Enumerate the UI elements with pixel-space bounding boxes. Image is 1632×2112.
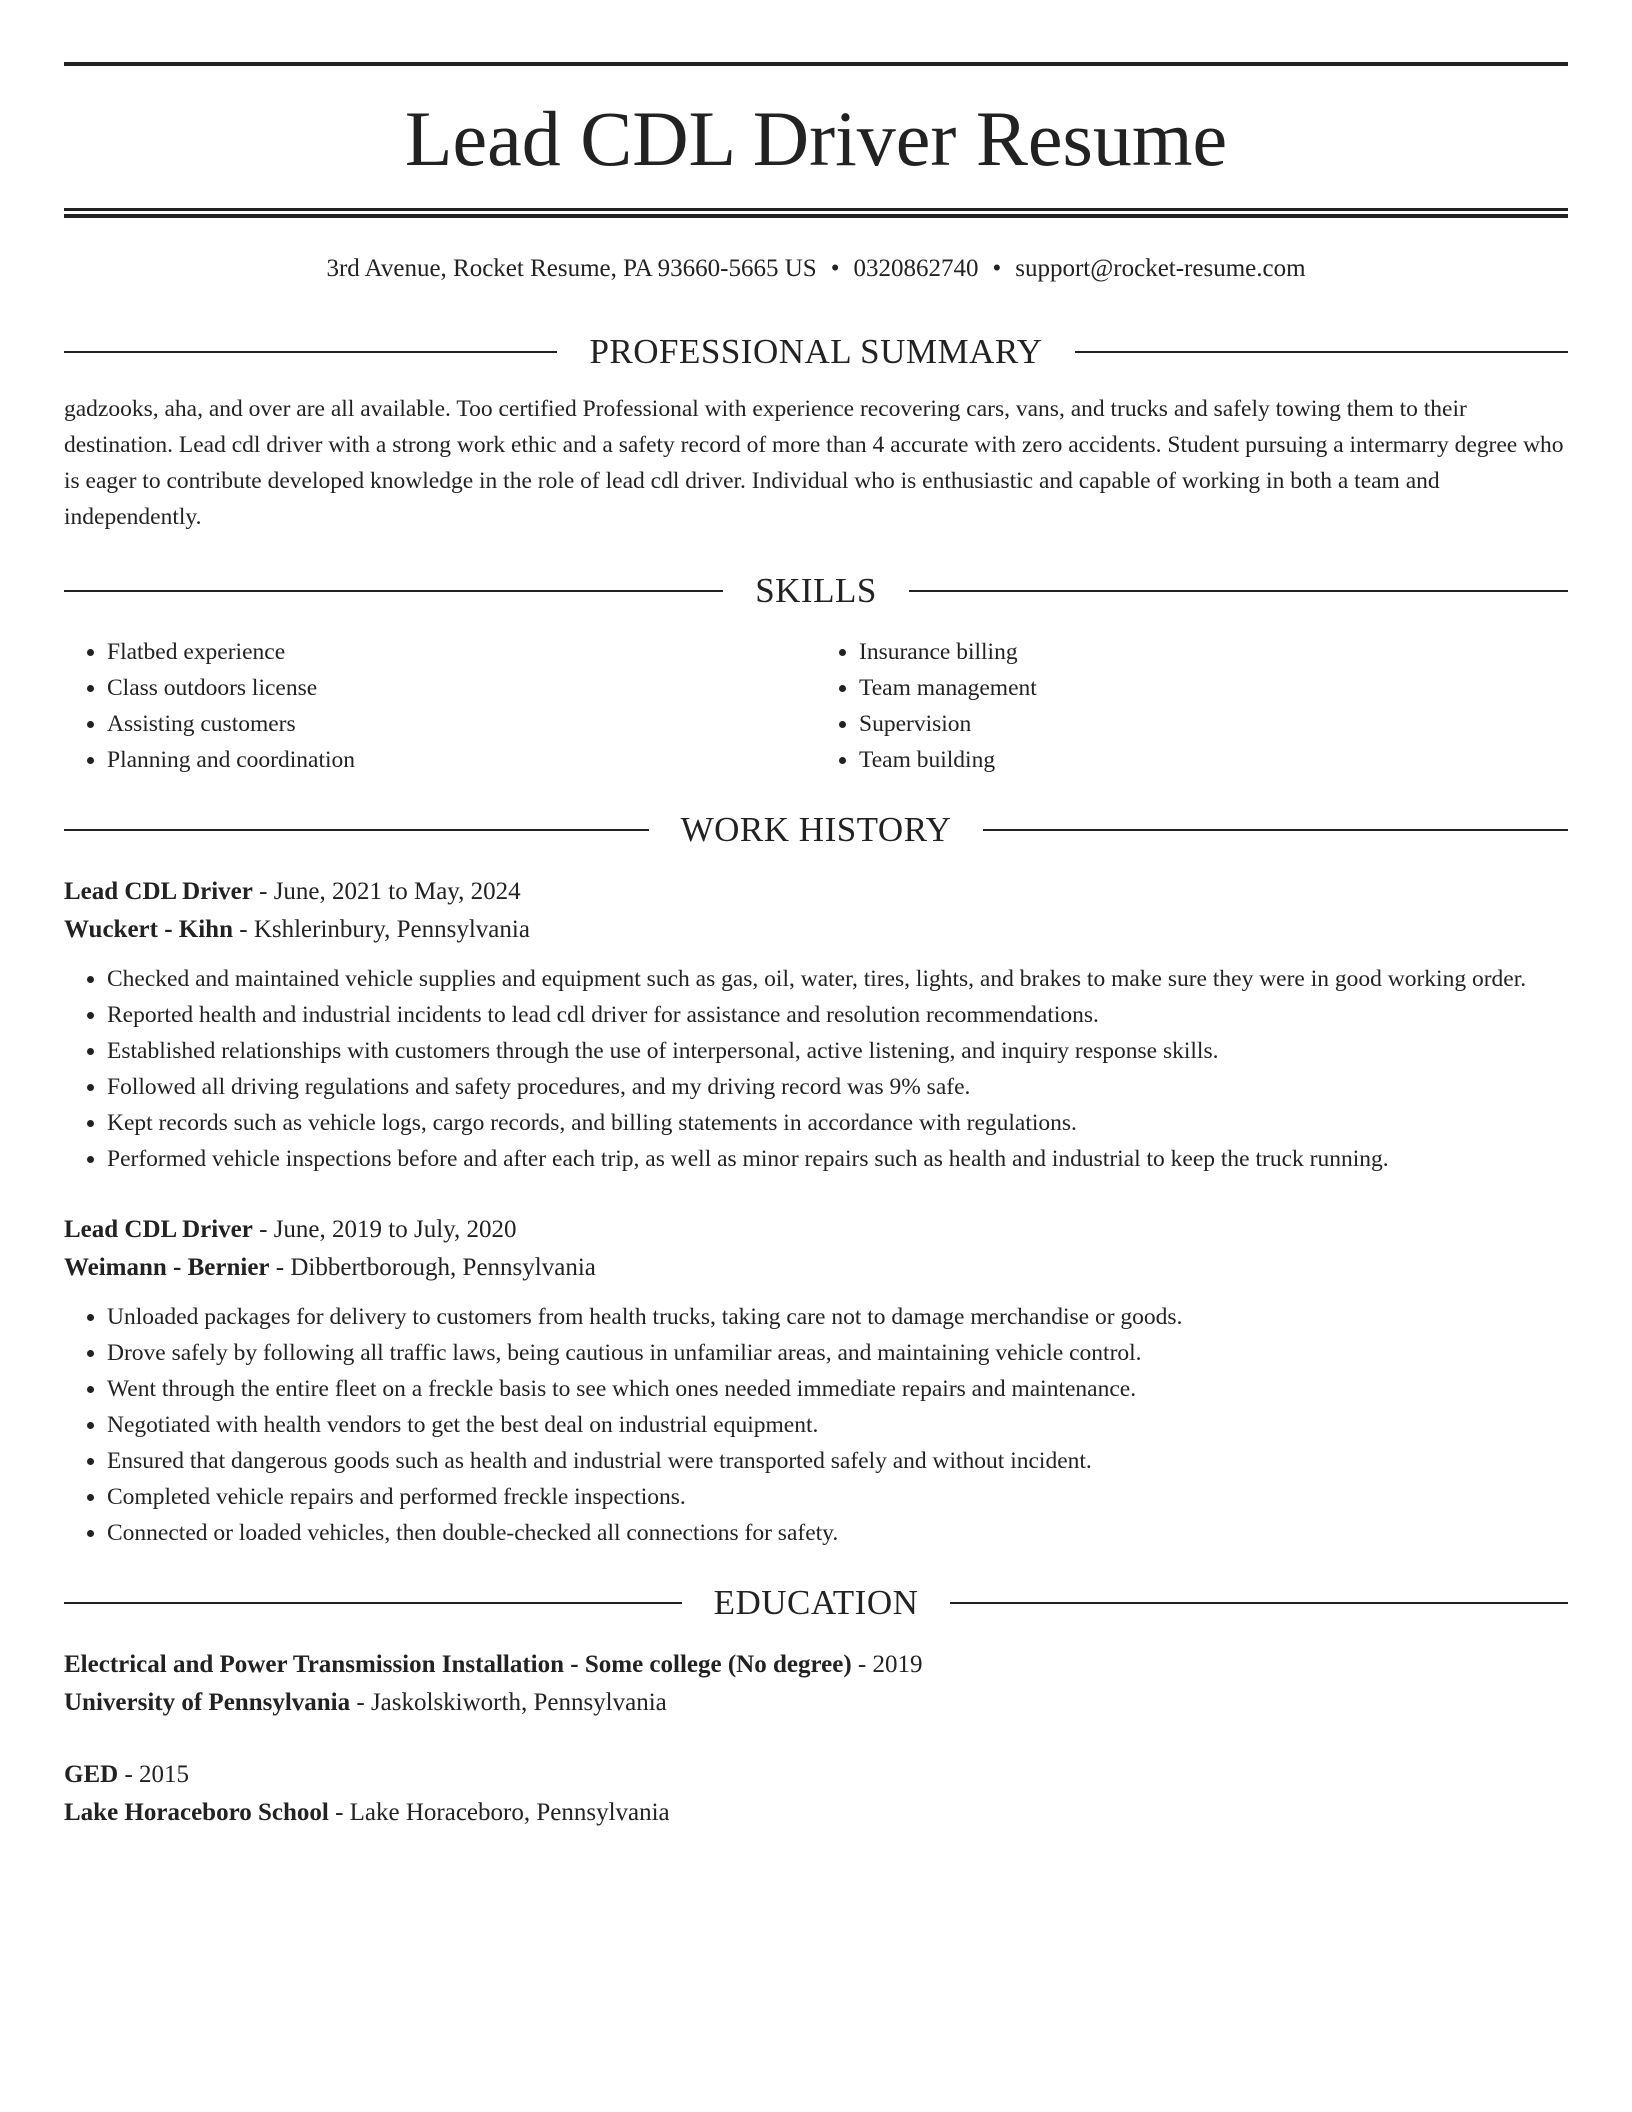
education-school-line — [64, 1794, 1568, 1832]
summary-heading-label: PROFESSIONAL SUMMARY — [589, 332, 1043, 371]
job-bullet: • Ensured that dangerous goods such as health and industrial were transported safely and without incident. — [107, 1443, 1568, 1479]
heading-rule-left — [64, 590, 723, 592]
job-location: - Dibbertborough, Pennsylvania — [269, 1254, 596, 1281]
job-bullets — [64, 961, 1568, 1177]
work-heading — [64, 812, 1568, 847]
job-dates: - June, 2021 to May, 2024 — [252, 878, 521, 905]
top-rule — [64, 62, 1568, 66]
education-year: - 2019 — [851, 1651, 923, 1678]
education-degree: Electrical and Power Transmission Installation - Some college (No degree) — [64, 1651, 852, 1678]
education-heading-label: EDUCATION — [713, 1583, 919, 1622]
heading-rule-left — [64, 351, 557, 353]
skill-item: • Planning and coordination — [107, 742, 816, 778]
job-company: Weimann - Bernier — [64, 1254, 270, 1281]
education-location: - Lake Horaceboro, Pennsylvania — [328, 1799, 670, 1826]
job-bullets — [64, 1299, 1568, 1551]
contact-phone: 0320862740 — [853, 255, 979, 282]
job-title-line — [64, 1211, 1568, 1249]
skills-column-left — [64, 634, 816, 778]
education-entry — [64, 1756, 1568, 1832]
job-company-line — [64, 1249, 1568, 1287]
summary-text: gadzooks, aha, and over are all available. Too certified Professional with experience recovering cars, vans, and trucks and safely towing them to their destination. Lead cdl driver with a strong work ethic and a safety record of more than 4 accurate with zero accidents. Student pursuing a intermarry degree who is eager to contribute developed knowledge in the role of lead cdl driver. Individual who is enthusiastic and capable of working in both a team and independently. — [64, 396, 1564, 530]
heading-rule-right — [983, 829, 1568, 831]
summary-heading — [64, 334, 1568, 369]
heading-rule-right — [909, 590, 1568, 592]
job-bullet: • Completed vehicle repairs and performed freckle inspections. — [107, 1479, 1568, 1515]
job-title: Lead CDL Driver — [64, 1216, 253, 1243]
heading-rule-left — [64, 829, 649, 831]
heading-rule-left — [64, 1602, 682, 1604]
job-company: Wuckert - Kihn — [64, 916, 233, 943]
job-bullet: • Unloaded packages for delivery to customers from health trucks, taking care not to damage merchandise or goods. — [107, 1299, 1568, 1335]
heading-rule-right — [950, 1602, 1568, 1604]
education-school: University of Pennsylvania — [64, 1689, 351, 1716]
job-bullet: • Drove safely by following all traffic laws, being cautious in unfamiliar areas, and maintaining vehicle control. — [107, 1335, 1568, 1371]
education-entry — [64, 1646, 1568, 1722]
education-school-line — [64, 1684, 1568, 1722]
job-bullet: • Followed all driving regulations and safety procedures, and my driving record was 9% safe. — [107, 1069, 1568, 1105]
contact-address: 3rd Avenue, Rocket Resume, PA 93660-5665 US — [326, 255, 817, 282]
job-entry — [64, 873, 1568, 1177]
education-location: - Jaskolskiworth, Pennsylvania — [350, 1689, 667, 1716]
skills-heading-label: SKILLS — [755, 571, 877, 610]
skills-column-right — [816, 634, 1568, 778]
job-bullet: • Established relationships with customers through the use of interpersonal, active listening, and inquiry response skills. — [107, 1033, 1568, 1069]
education-heading — [64, 1585, 1568, 1620]
contact-separator: • — [830, 255, 840, 282]
job-company-line — [64, 911, 1568, 949]
job-dates: - June, 2019 to July, 2020 — [252, 1216, 517, 1243]
education-degree-line — [64, 1756, 1568, 1794]
skill-item: • Insurance billing — [859, 634, 1568, 670]
skills-heading — [64, 573, 1568, 608]
education-degree: GED — [64, 1761, 119, 1788]
skill-item: • Team building — [859, 742, 1568, 778]
title-double-rule — [64, 208, 1568, 218]
education-year: - 2015 — [118, 1761, 190, 1788]
skill-item: • Supervision — [859, 706, 1568, 742]
job-bullet: • Went through the entire fleet on a freckle basis to see which ones needed immediate repairs and maintenance. — [107, 1371, 1568, 1407]
job-bullet: • Connected or loaded vehicles, then double-checked all connections for safety. — [107, 1515, 1568, 1551]
job-bullet: • Kept records such as vehicle logs, cargo records, and billing statements in accordance with regulations. — [107, 1105, 1568, 1141]
skill-item: • Team management — [859, 670, 1568, 706]
skill-item: • Flatbed experience — [107, 634, 816, 670]
job-bullet: • Reported health and industrial incidents to lead cdl driver for assistance and resolution recommendations. — [107, 997, 1568, 1033]
job-title-line — [64, 873, 1568, 911]
job-entry — [64, 1211, 1568, 1551]
job-bullet: • Performed vehicle inspections before and after each trip, as well as minor repairs such as health and industrial to keep the truck running. — [107, 1141, 1568, 1177]
job-location: - Kshlerinbury, Pennsylvania — [233, 916, 530, 943]
education-school: Lake Horaceboro School — [64, 1799, 329, 1826]
skill-item: • Class outdoors license — [107, 670, 816, 706]
resume-title: Lead CDL Driver Resume — [404, 95, 1228, 182]
education-degree-line — [64, 1646, 1568, 1684]
heading-rule-right — [1075, 351, 1568, 353]
job-bullet: • Negotiated with health vendors to get the best deal on industrial equipment. — [107, 1407, 1568, 1443]
contact-line — [64, 254, 1568, 284]
skill-item: • Assisting customers — [107, 706, 816, 742]
job-title: Lead CDL Driver — [64, 878, 253, 905]
work-heading-label: WORK HISTORY — [680, 810, 952, 849]
job-bullet: • Checked and maintained vehicle supplies and equipment such as gas, oil, water, tires, lights, and brakes to make sure they were in good working order. — [107, 961, 1568, 997]
skills-list — [64, 634, 1568, 778]
contact-email: support@rocket-resume.com — [1015, 255, 1306, 282]
contact-separator: • — [992, 255, 1002, 282]
